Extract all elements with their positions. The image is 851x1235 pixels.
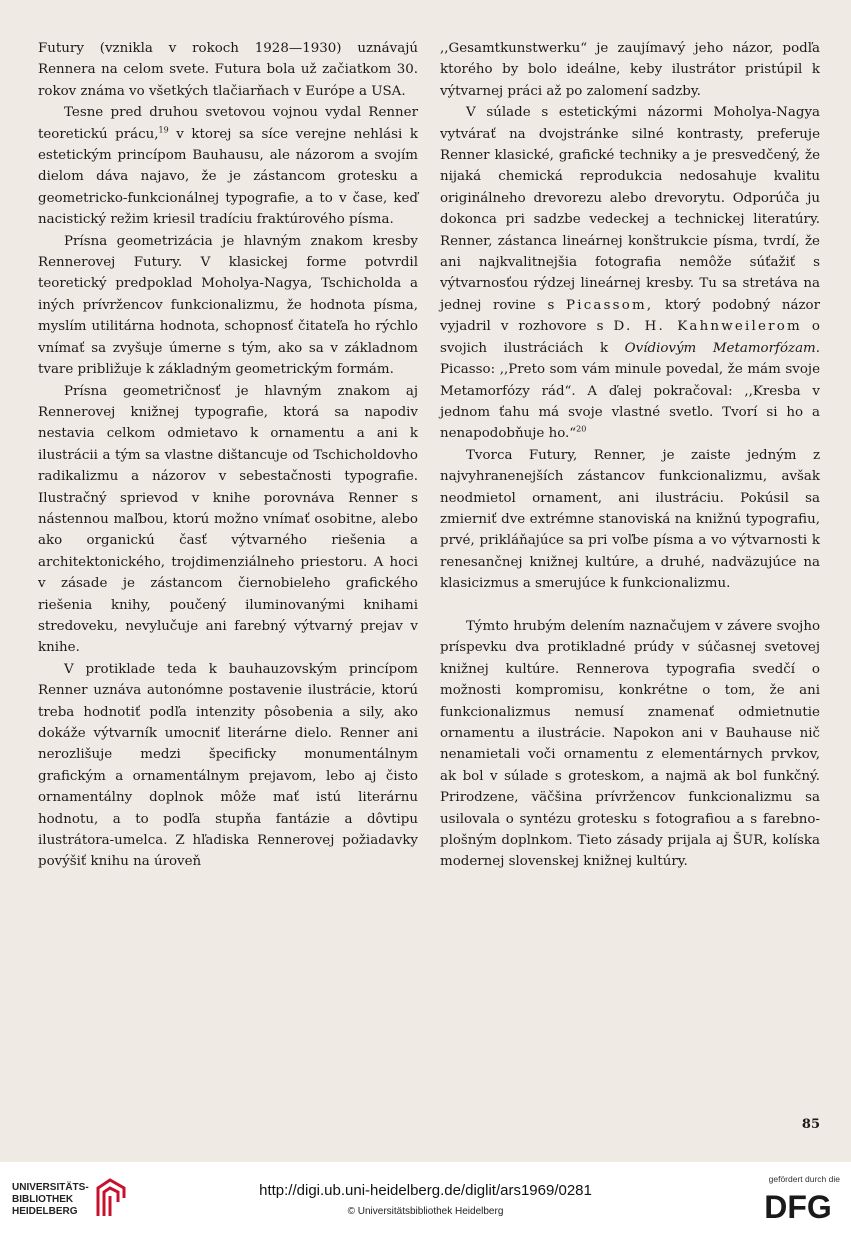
funder-caption: gefördert durch die bbox=[768, 1174, 840, 1184]
paragraph: ,,Gesamtkunstwerku“ je zaujímavý jeho názor, podľa ktorého by bolo ideálne, keby ilustrátor pristúpil k výtvarnej práci až po zalomení sadzby. bbox=[440, 41, 820, 99]
paragraph: Tesne pred druhou svetovou vojnou vydal Renner teoretickú prácu,$^{19}$ v ktorej sa síce verejne nehlási k estetickým princípom Bauhausu, ale názorom a svojím dielom dáva najavo, že je zástancom grotesku a geometricko-funkcionálnej typografie, a to v čase, keď nacistický režim kriesil tradíciu fraktúrového písma. bbox=[38, 105, 418, 228]
left-column bbox=[38, 38, 418, 873]
paragraph: Týmto hrubým delením naznačujem v závere svojho príspevku dva protikladné prúdy v súčasnej svetovej knižnej kultúre. Rennerova typografia svedčí o možnosti kompromisu, konkrétne o tom, že ani funkcionalizmus nemusí znamenať odmietnutie ornamentu a ilustrácie. Napokon ani v Bauhause nič nenamietali voči ornamentu z elementárnych prvkov, ak bol v súlade s groteskom, a najmä ak bol funkčný. Prirodzene, väčšina prívržencov funkcionalizmu sa usilovala o syntézu grotesku s fotografiou a s farebno-plošným doplnkom. Tieto zásady prijala aj ŠUR, kolíska modernej slovenskej knižnej kultúry. bbox=[440, 618, 820, 870]
right-column bbox=[440, 38, 820, 873]
footer-bar bbox=[0, 1162, 851, 1235]
funder-logo[interactable] bbox=[752, 1174, 840, 1230]
paragraph: V protiklade teda k bauhauzovským princípom Renner uznáva autonómne postavenie ilustrácie, ktorú treba hodnotiť podľa intenzity pôsobenia a sily, ako dokáže výtvarník umocniť literárne dielo. Renner ani nerozlišuje medzi špecificky monumentálnym grafickým a ornamentálnym prejavom, lebo aj čisto ornamentálny doplnok môže mať istú literárnu hodnotu, a to podľa stupňa fantázie a dôvtipu ilustrátora-umelca. Z hľadiska Rennerovej požiadavky povýšiť knihu na úroveň bbox=[38, 661, 418, 870]
page-number: 85 bbox=[801, 1117, 820, 1132]
dfg-logo-text: DFG bbox=[764, 1189, 832, 1224]
spaced-name: D. H. Kahnweilerom bbox=[613, 319, 802, 335]
paragraph: V súlade s estetickými názormi Moholya-Nagya vytvárať na dvojstránke silné kontrasty, preferuje Renner klasické, grafické techniky a je presvedčený, že nijaká chemická reprodukcia nedosahuje kvalitu originálneho drevorezu alebo drevorytu. Odporúča ju dokonca pri sadzbe vedeckej a technickej literatúry. Renner, zástanca lineárnej konštrukcie písma, tvrdí, že ani najkvalitnejšia fotografia nemôže súťažiť s výtvarnosťou rýdzej lineárnej kresby. Tu sa stretáva na jednej rovine s Picassom, ktorý podobný názor vyjadril v rozhovore s D. H. Kahnweilerom o svojich ilustráciách k Ovídiovým Metamorfózam. Picasso: ,,Preto som vám minule povedal, že mám svoje Metamorfózy rád“. A ďalej pokračoval: ,,Kresba v jednom ťahu má svoje vlastné svetlo. Tvorí si ho a nenapodobňuje ho.“$^{20}$ bbox=[440, 105, 821, 442]
footnote-marker: 19 bbox=[158, 125, 169, 135]
paragraph: Prísna geometričnosť je hlavným znakom aj Rennerovej knižnej typografie, ktorá sa napodiv nestavia celkom odmietavo k ornamentu a ani k ilustrácii a tým sa vlastne dištancuje od Tschicholdovho radikalizmu a názorov v sebestačnosti typografie. Ilustračný sprievod v knihe porovnáva Renner s nástennou maľbou, ktorú možno vnímať osobitne, alebo ako organickú časť výtvarného riešenia a architektonického, trojdimenziálneho priestoru. A hoci v zásade je zástancom čiernobieleho grafického riešenia knihy, poučený iluminovanými knihami stredoveku, nevylučuje ani farebný výtvarný prejav v knihe. bbox=[38, 383, 418, 656]
permalink-url[interactable]: http://digi.ub.uni-heidelberg.de/diglit/ars1969/0281 bbox=[259, 1182, 592, 1199]
footnote-marker: 20 bbox=[576, 424, 587, 434]
library-logo-text: UNIVERSITÄTS- BIBLIOTHEK HEIDELBERG bbox=[12, 1182, 89, 1217]
italic-title: Ovídiovým Metamorfózam. bbox=[624, 340, 821, 356]
dfg-logo-icon bbox=[756, 1188, 840, 1224]
paragraph: Tvorca Futury, Renner, je zaiste jedným z najvyhranenejších zástancov funkcionalizmu, avšak neodmietol ornament, ani ilustráciu. Pokúsil sa zmierniť dve extrémne stanoviská na knižnú typografiu, prvé, prikláňajúce sa pri voľbe písma a vo výtvarnosti k renesančnej knižnej kultúre, a druhé, nadväzujúce na klasicizmus a smerujúce k funkcionalizmu. bbox=[440, 447, 820, 592]
paragraph: Prísna geometrizácia je hlavným znakom kresby Rennerovej Futury. V klasickej forme potvrdil teoretický predpoklad Moholya-Nagya, Tschicholda a iných prívržencov funkcionalizmu, že hodnota písma, myslím utilitárna hodnota, schopnosť čitateľa ho rýchlo vnímať sa zvyšuje úmerne s tým, ako sa v základnom tvare približuje k základným geometrickým formám. bbox=[38, 233, 418, 378]
paragraph: Futury (vznikla v rokoch 1928—1930) uznávajú Rennera na celom svete. Futura bola už začiatkom 30. rokov známa vo všetkých tlačiarňach v Európe a USA. bbox=[38, 41, 418, 99]
spaced-name: Picassom, bbox=[566, 297, 654, 313]
copyright-notice: © Universitätsbibliothek Heidelberg bbox=[347, 1206, 504, 1217]
